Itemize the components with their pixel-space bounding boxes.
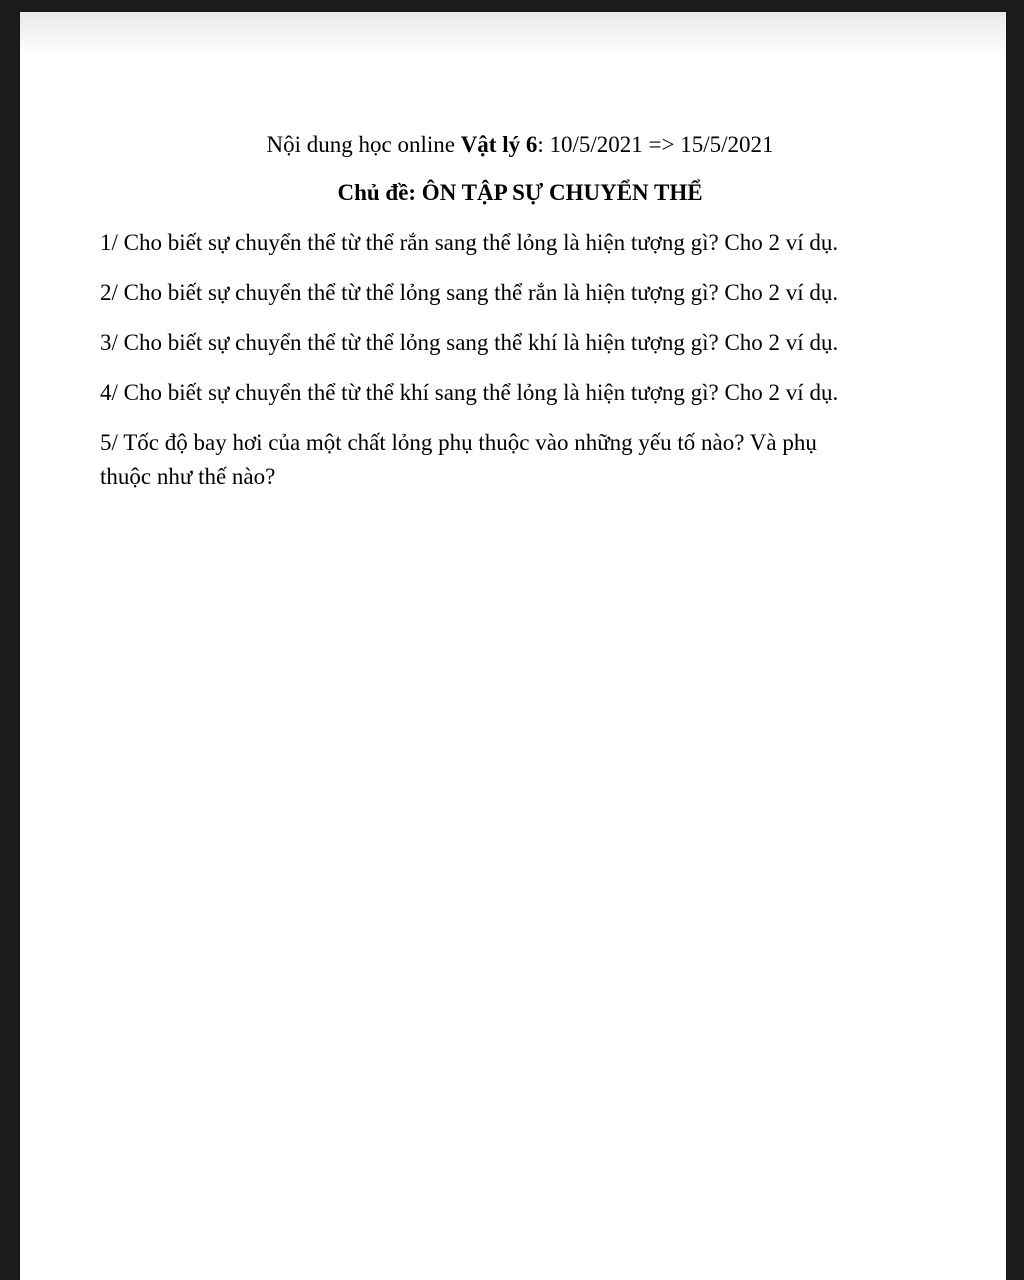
- document-page: [20, 12, 1006, 1280]
- question-5: 5/ Tốc độ bay hơi của một chất lỏng phụ thuộc vào những yếu tố nào? Và phụ thuộc như thế nào?: [100, 430, 817, 489]
- question-1: 1/ Cho biết sự chuyển thể từ thể rắn sang thể lỏng là hiện tượng gì? Cho 2 ví dụ.: [100, 230, 839, 255]
- question-2: 2/ Cho biết sự chuyển thể từ thể lỏng sang thể rắn là hiện tượng gì? Cho 2 ví dụ.: [100, 280, 839, 305]
- title-date-range: : 10/5/2021 => 15/5/2021: [537, 132, 774, 157]
- question-4: 4/ Cho biết sự chuyển thể từ thể khí sang thể lỏng là hiện tượng gì? Cho 2 ví dụ.: [100, 380, 839, 405]
- question-3: 3/ Cho biết sự chuyển thể từ thể lỏng sang thể khí là hiện tượng gì? Cho 2 ví dụ.: [100, 330, 839, 355]
- title-prefix: Nội dung học online: [266, 132, 461, 157]
- document-title: [100, 128, 940, 162]
- topic-heading: Chủ đề: ÔN TẬP SỰ CHUYỂN THỂ: [337, 180, 703, 205]
- page-top-shade: [20, 12, 1006, 56]
- document-content: [100, 128, 940, 494]
- title-subject: Vật lý 6: [460, 132, 538, 157]
